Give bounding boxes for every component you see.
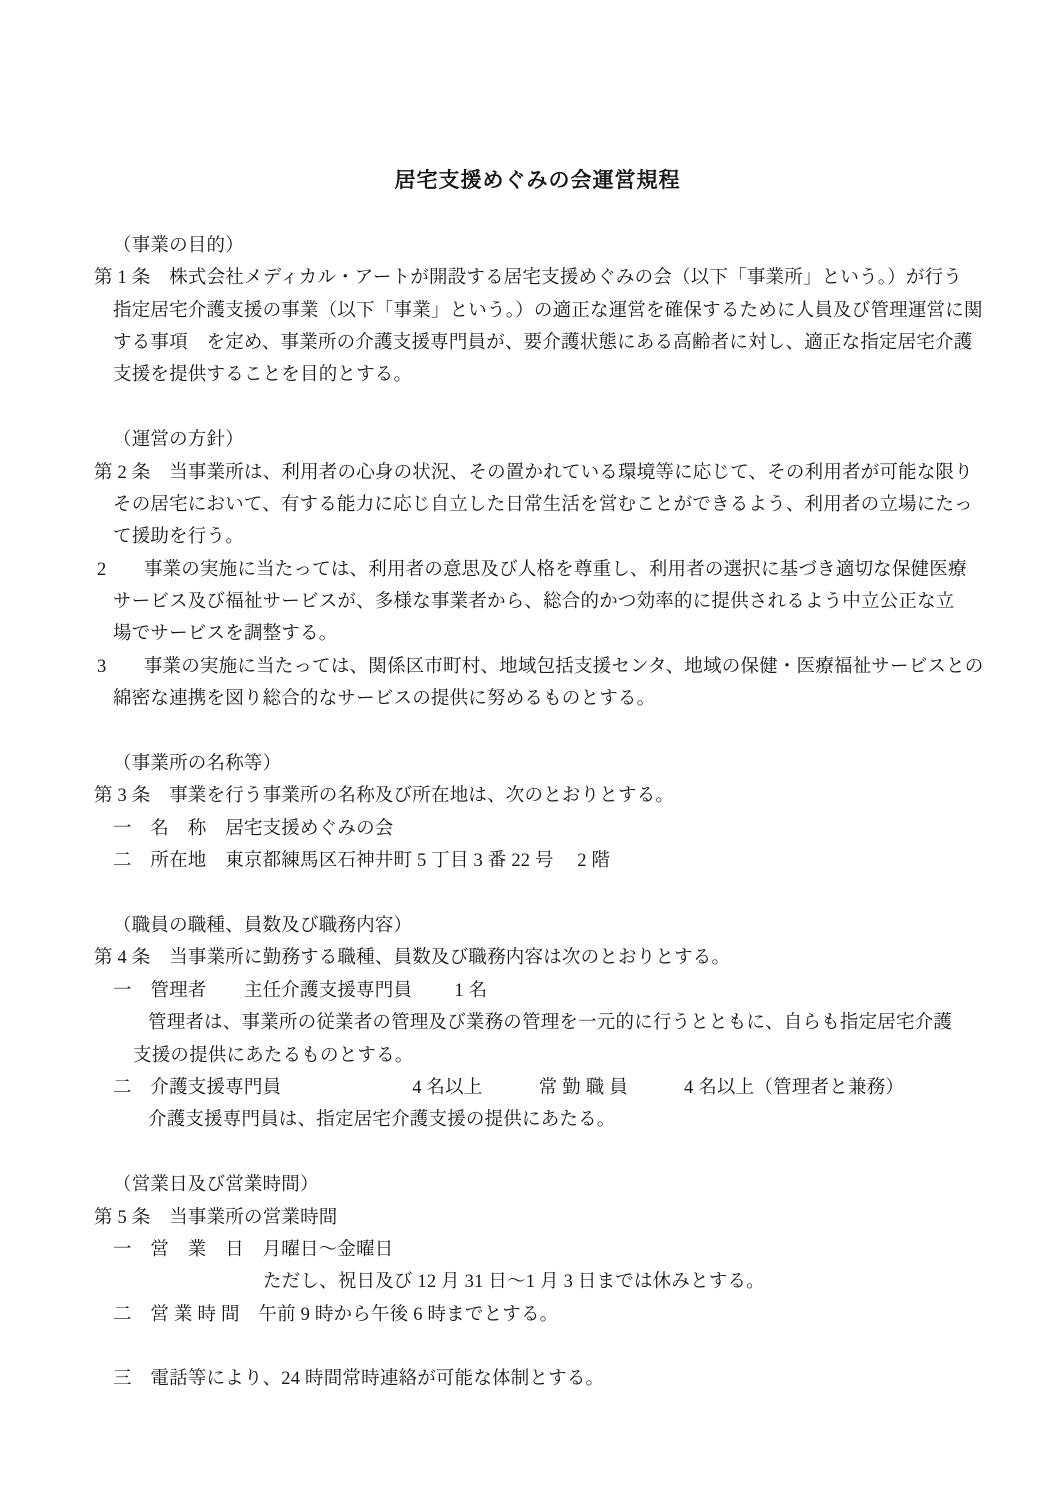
- article-4-line: 第 4 条 当事業所に勤務する職種、員数及び職務内容は次のとおりとする。: [94, 948, 731, 969]
- article-1-line: 第 1 条 株式会社メディカル・アートが開設する居宅支援めぐみの会（以下「事業所」という。）が行う: [94, 268, 963, 289]
- article-5-item-phone-contact: 三 電話等により、24 時間常時連絡が可能な体制とする。: [113, 1369, 605, 1390]
- article-2-line: その居宅において、有する能力に応じ自立した日常生活を営むことができるよう、利用者の立場にたっ: [113, 494, 973, 515]
- article-5-item-business-days: 一 営 業 日 月曜日～金曜日: [113, 1239, 394, 1260]
- blank-line: [94, 197, 998, 229]
- article-2-line: て援助を行う。: [113, 527, 244, 548]
- section-heading-policy: （運営の方針）: [113, 430, 244, 451]
- article-1-line: 指定居宅介護支援の事業（以下「事業」という。）の適正な運営を確保するために人員及び管理運営に関: [113, 300, 983, 321]
- article-2-paragraph-2-line: 場でサービスを調整する。: [113, 624, 338, 645]
- section-heading-office-name: （事業所の名称等）: [113, 754, 282, 775]
- blank-line: [94, 716, 998, 748]
- article-4-item-manager: 一 管理者 主任介護支援専門員 1 名: [113, 980, 488, 1001]
- article-2-paragraph-2-line: サービス及び福祉サービスが、多様な事業者から、総合的かつ効率的に提供されるよう中立公正な立: [113, 592, 955, 613]
- article-4-manager-duty-line: 支援の提供にあたるものとする。: [133, 1045, 414, 1066]
- section-heading-purpose: （事業の目的）: [113, 235, 244, 256]
- article-5-item-business-hours: 二 営 業 時 間 午前 9 時から午後 6 時までとする。: [113, 1304, 559, 1325]
- article-1-line: する事項 を定め、事業所の介護支援専門員が、要介護状態にある高齢者に対し、適正な指定居宅介護: [113, 332, 973, 353]
- article-2-paragraph-2-line: 2 事業の実施に当たっては、利用者の意思及び人格を尊重し、利用者の選択に基づき適切な保健医療: [97, 559, 967, 580]
- article-4-manager-duty-line: 管理者は、事業所の従業者の管理及び業務の管理を一元的に行うとともに、自らも指定居宅介護: [148, 1013, 953, 1034]
- blank-line: [94, 392, 998, 424]
- blank-line: [94, 1137, 998, 1169]
- article-3-item-name: 一 名 称 居宅支援めぐみの会: [113, 818, 394, 839]
- article-2-paragraph-3-line: 綿密な連携を図り総合的なサービスの提供に努めるものとする。: [113, 689, 656, 710]
- document-title: 居宅支援めぐみの会運営規程: [394, 169, 681, 192]
- article-5-holiday-note: ただし、祝日及び 12 月 31 日～1 月 3 日までは休みとする。: [263, 1272, 765, 1293]
- blank-line: [94, 1331, 998, 1363]
- article-4-care-manager-duty-line: 介護支援専門員は、指定居宅介護支援の提供にあたる。: [148, 1110, 616, 1131]
- blank-line: [94, 878, 998, 910]
- section-heading-staff: （職員の職種、員数及び職務内容）: [113, 915, 413, 936]
- section-heading-business-hours: （営業日及び営業時間）: [113, 1175, 319, 1196]
- article-3-item-address: 二 所在地 東京都練馬区石神井町 5 丁目 3 番 22 号 2 階: [113, 851, 611, 872]
- article-2-paragraph-3-line: 3 事業の実施に当たっては、関係区市町村、地域包括支援センタ、地域の保健・医療福祉サービスとの: [97, 656, 984, 677]
- article-1-line: 支援を提供することを目的とする。: [113, 365, 413, 386]
- article-4-item-care-manager: 二 介護支援専門員 4 名以上 常 勤 職 員 4 名以上（管理者と兼務）: [113, 1077, 905, 1098]
- article-2-line: 第 2 条 当事業所は、利用者の心身の状況、その置かれている環境等に応じて、その利用者が可能な限り: [94, 462, 973, 483]
- article-5-line: 第 5 条 当事業所の営業時間: [94, 1207, 338, 1228]
- article-3-line: 第 3 条 事業を行う事業所の名称及び所在地は、次のとおりとする。: [94, 786, 675, 807]
